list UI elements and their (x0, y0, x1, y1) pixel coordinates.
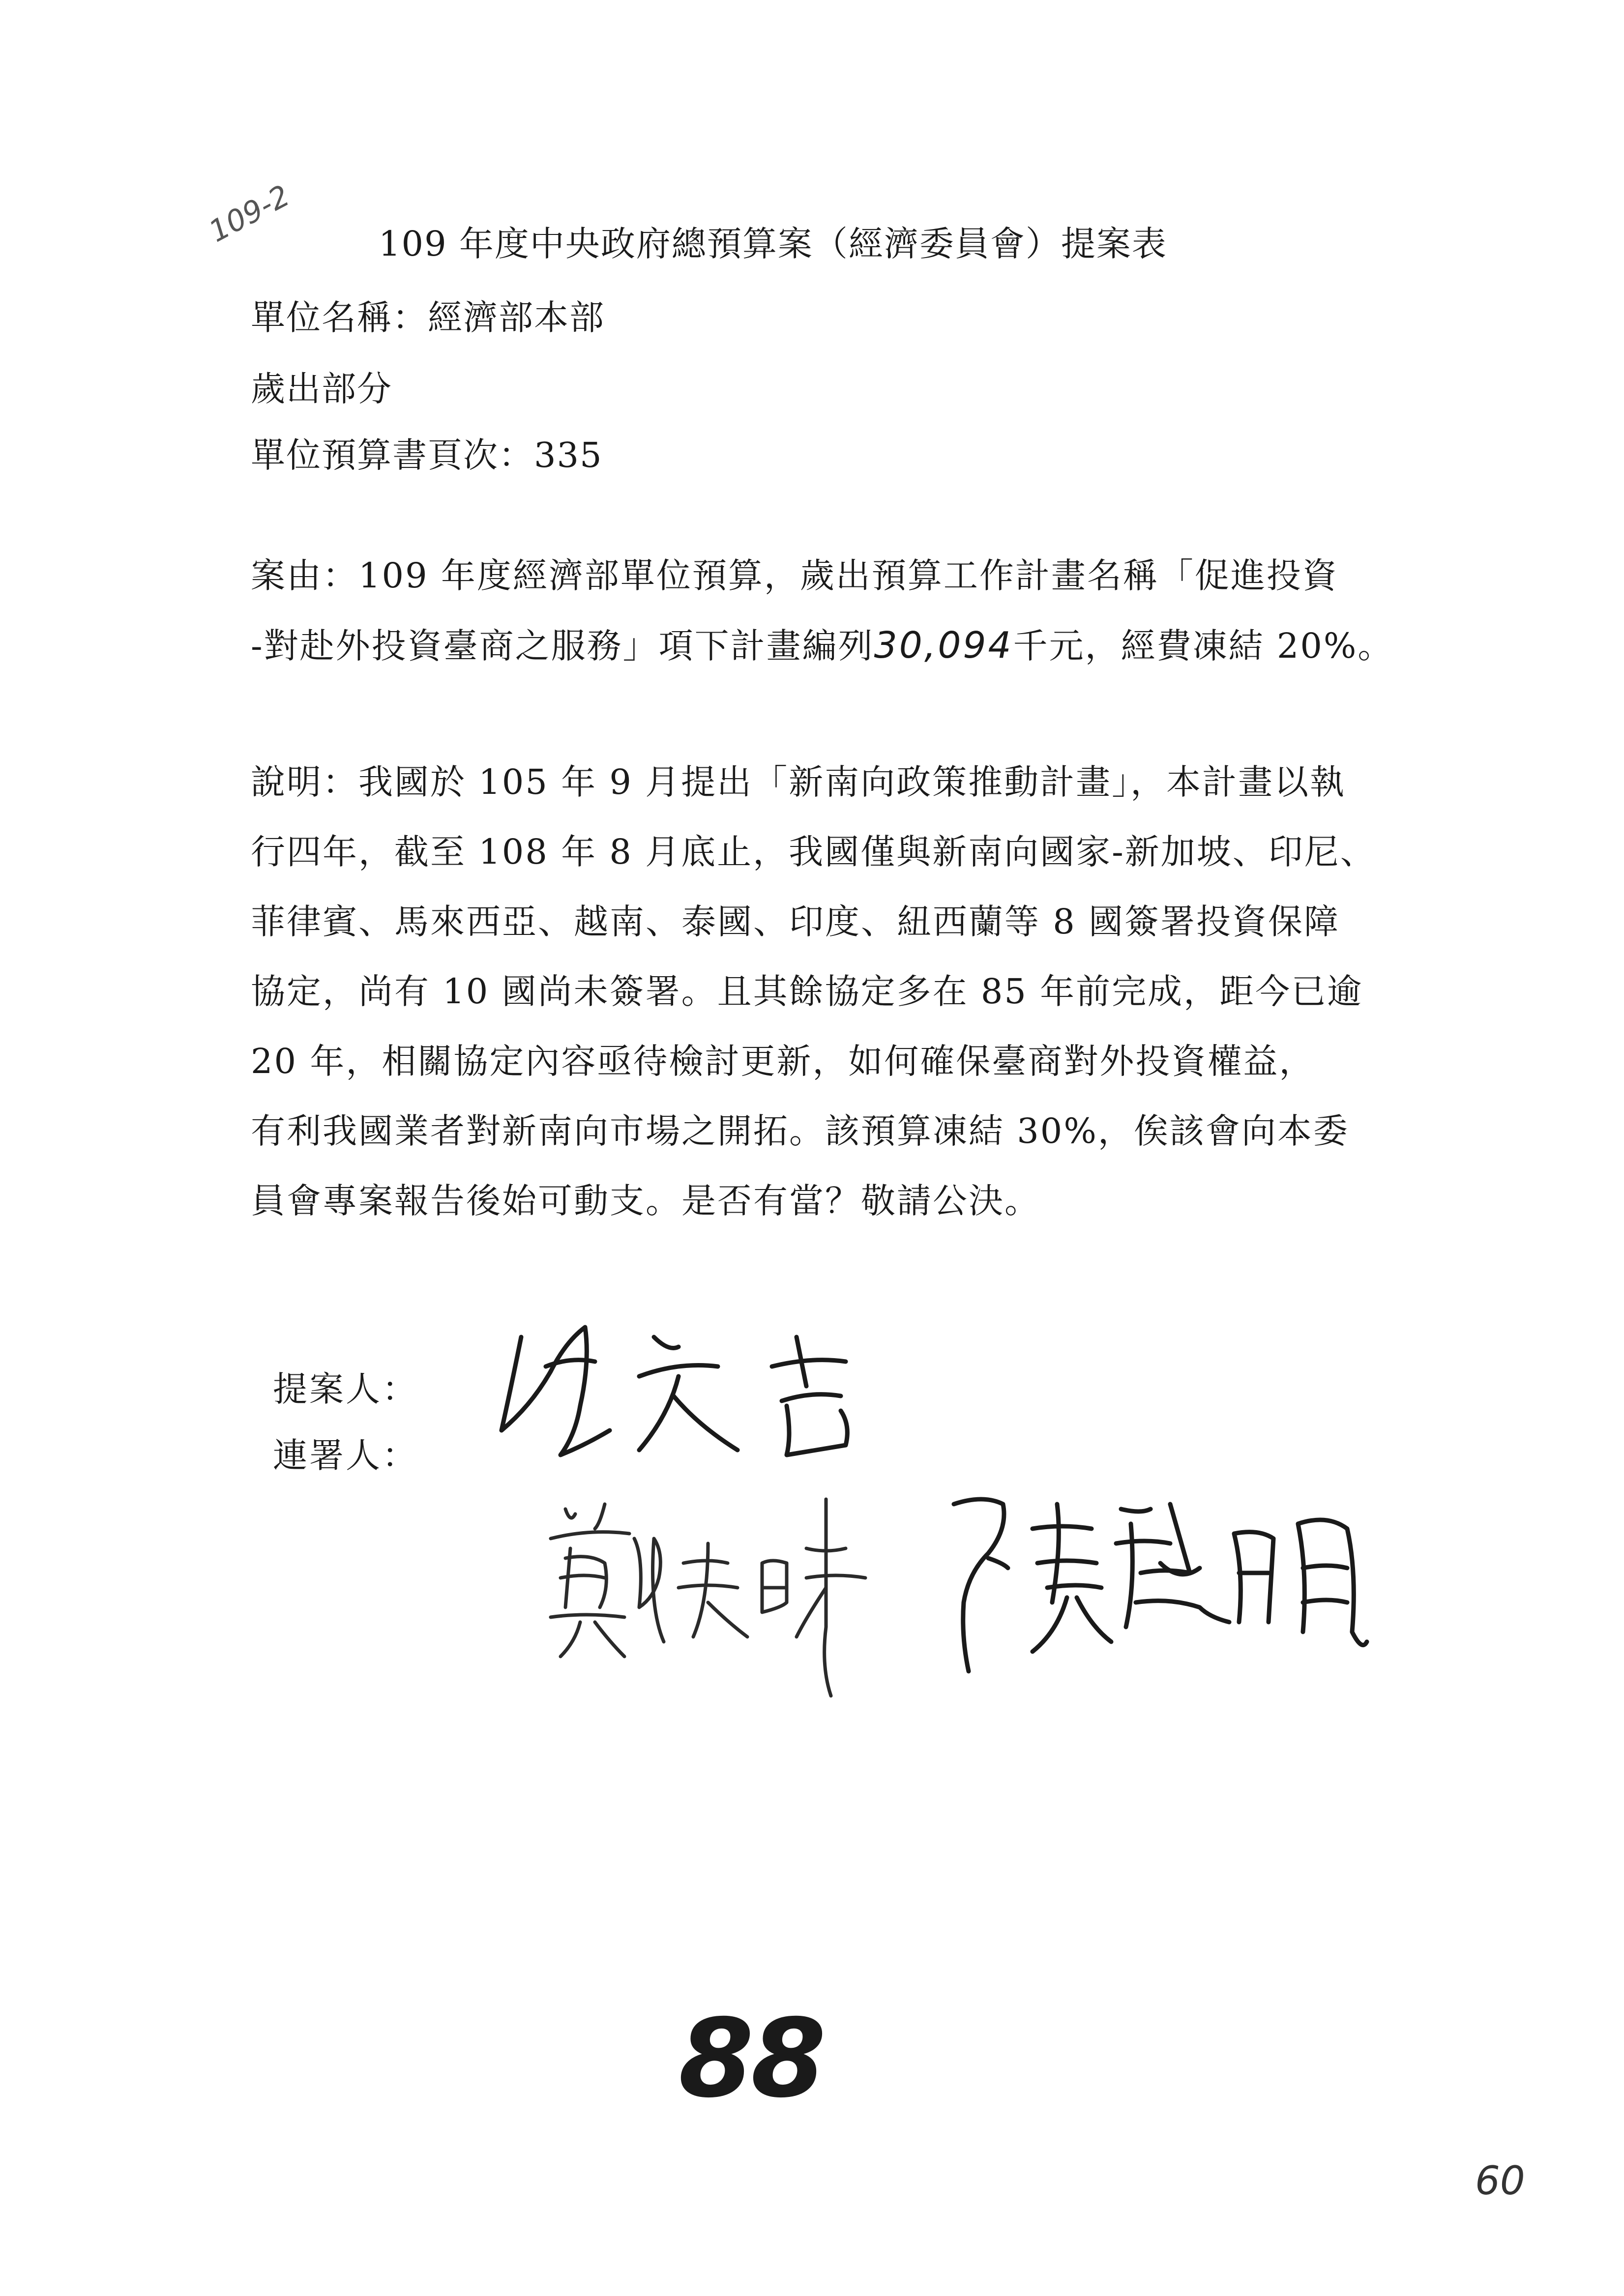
explanation-line: 員會專案報告後始可動支。是否有當？敬請公決。 (251, 1181, 1040, 1221)
cosigner-label: 連署人： (273, 1435, 418, 1476)
proposer-signature (492, 1308, 924, 1470)
proposer-label: 提案人： (273, 1369, 418, 1409)
page-reference-line: 單位預算書頁次：335 (251, 435, 603, 475)
handwritten-amount: 30,094 (874, 624, 1013, 667)
explanation-paragraph (251, 747, 1382, 1236)
explanation-line: 20 年，相關協定內容亟待檢討更新，如何確保臺商對外投資權益， (251, 1041, 1315, 1081)
reason-line-2-end: 千元，經費凍結 20%。 (1013, 626, 1394, 666)
reason-line-1: 案由：109 年度經濟部單位預算，歲出預算工作計畫名稱「促進投資 (251, 555, 1338, 596)
cosigner-signature-1 (531, 1480, 905, 1711)
explanation-line: 有利我國業者對新南向市場之開拓。該預算凍結 30%，俟該會向本委 (251, 1111, 1349, 1151)
handwritten-corner-note: 109-2 (203, 178, 295, 249)
corner-page-number: 60 (1475, 2158, 1525, 2204)
cosigner-signature-2 (934, 1475, 1396, 1681)
reason-line-2-start: -對赴外投資臺商之服務」項下計畫編列 (251, 626, 874, 666)
handwritten-page-number: 88 (679, 1996, 824, 2122)
reason-line-2 (251, 610, 1394, 681)
explanation-line: 說明：我國於 105 年 9 月提出「新南向政策推動計畫」，本計畫以執 (251, 762, 1346, 802)
explanation-line: 菲律賓、馬來西亞、越南、泰國、印度、紐西蘭等 8 國簽署投資保障 (251, 901, 1340, 942)
section-line: 歲出部分 (251, 369, 392, 409)
explanation-line: 行四年，截至 108 年 8 月底止，我國僅與新南向國家-新加坡、印尼、 (251, 832, 1376, 872)
explanation-line: 協定，尚有 10 國尚未簽署。且其餘協定多在 85 年前完成，距今已逾 (251, 971, 1363, 1012)
reason-paragraph (251, 541, 1394, 681)
unit-name-line: 單位名稱：經濟部本部 (251, 297, 605, 338)
page-title: 109 年度中央政府總預算案（經濟委員會）提案表 (379, 224, 1167, 264)
